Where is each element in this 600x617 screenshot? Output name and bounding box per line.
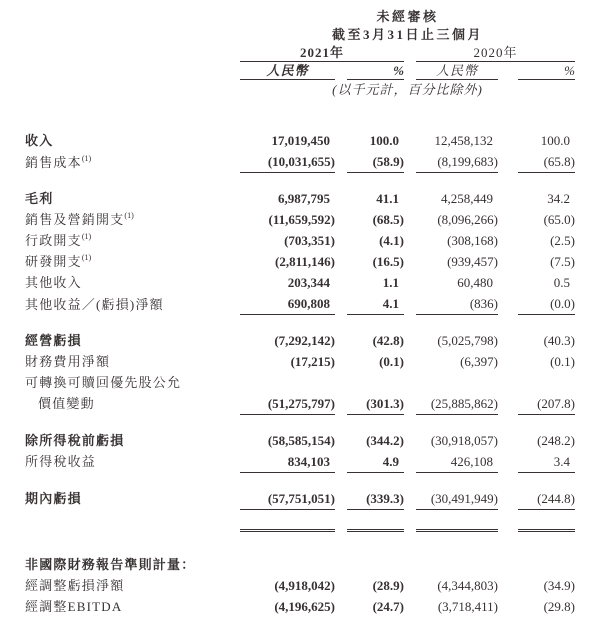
table-row: [25, 596, 575, 617]
gap-cell: [498, 230, 518, 251]
unit-note-row: [25, 80, 575, 101]
row-label: 可轉換可贖回優先股公允 價值變動: [25, 375, 182, 411]
footnote-ref: (1): [81, 253, 92, 262]
pct-2021-cell: (68.5): [372, 212, 404, 227]
row-label: 行政開支$^{(1)}$: [25, 232, 92, 248]
pct-2020-cell: 34.2: [547, 191, 570, 206]
gap-cell: [498, 488, 518, 510]
rmb-2021-cell: 17,019,450: [271, 133, 330, 148]
rmb-2021-cell: 834,103: [240, 451, 335, 473]
rmb-2020-cell: (4,344,803): [437, 577, 498, 593]
gap-cell: [498, 272, 518, 293]
pct-2021-cell: (339.3): [347, 488, 404, 510]
pct-2021-cell: (301.3): [347, 372, 404, 414]
gap-cell: [335, 351, 347, 372]
pct-2021-cell: 4.1: [347, 293, 404, 315]
gap-cell: [335, 188, 347, 209]
gap-cell: [404, 188, 416, 209]
rmb-2021-cell: (703,351): [284, 233, 335, 248]
table-row: [25, 209, 575, 230]
pct-2021-cell: (58.9): [347, 151, 404, 173]
row-label: 銷售成本$^{(1)}$: [25, 153, 92, 170]
rmb-2021-cell: (10,031,655): [240, 151, 335, 173]
rmb-2020-cell: (8,199,683): [416, 151, 498, 173]
rmb-2021-cell: (58,585,154): [267, 432, 335, 448]
pct-2021-cell: (24.7): [372, 598, 404, 614]
gap-cell: [335, 130, 347, 151]
rmb-2020-header: 人民幣: [416, 62, 498, 80]
gap-cell: [335, 293, 347, 315]
table-row: [25, 430, 575, 451]
pct-2021-cell: (28.9): [372, 577, 404, 593]
table-subtitle-row: [25, 26, 575, 44]
rmb-2020-cell: 60,480: [457, 275, 493, 290]
gap-cell: [498, 509, 518, 530]
rmb-2021-cell: 6,987,795: [278, 191, 330, 206]
pct-2020-cell: (29.8): [543, 598, 575, 614]
gap-cell: [498, 293, 518, 315]
row-label: 研發開支$^{(1)}$: [25, 253, 92, 269]
section-heading: 非國際財務報告準則計量：: [25, 556, 196, 572]
double-rule: [416, 509, 498, 530]
pct-2020-cell: (207.8): [518, 372, 575, 414]
table-row: [25, 372, 575, 414]
pct-2020-cell: (40.3): [543, 333, 575, 348]
rmb-2021-cell: 203,344: [287, 275, 330, 290]
section-heading-row: [25, 554, 575, 575]
row-label: 經調整EBITDA: [25, 598, 123, 614]
rmb-2020-cell: 12,458,132: [434, 133, 493, 148]
gap-cell: [335, 451, 347, 473]
rmb-2020-cell: (30,918,057): [430, 432, 498, 448]
spacer-cell: [25, 173, 575, 189]
row-label: 毛利: [25, 191, 54, 206]
gap-cell: [404, 130, 416, 151]
row-label: 所得稅收益: [25, 454, 97, 469]
pct-2021-cell: 4.9: [347, 451, 404, 473]
gap-cell: [404, 596, 416, 617]
rmb-2020-cell: 4,258,449: [441, 191, 493, 206]
gap-cell: [498, 351, 518, 372]
footnote-ref: (1): [81, 153, 92, 163]
spacer-row: [25, 472, 575, 488]
spacer-row: [25, 315, 575, 331]
gap-cell: [335, 596, 347, 617]
gap-cell: [335, 509, 347, 530]
row-label: 經營虧損: [25, 333, 82, 348]
rmb-2021-cell: 690,808: [240, 293, 335, 315]
rmb-2020-cell: (3,718,411): [437, 598, 498, 614]
double-rule: [240, 509, 335, 530]
rmb-2021-cell: (57,751,051): [240, 488, 335, 510]
pct-2020-cell: (65.0): [543, 212, 575, 227]
pct-2021-cell: (4.1): [379, 233, 404, 248]
gap-cell: [498, 596, 518, 617]
rmb-2021-cell: (2,811,146): [275, 254, 335, 269]
gap-cell: [404, 230, 416, 251]
gap-cell: [335, 272, 347, 293]
gap-cell: [404, 372, 416, 414]
row-label: 銷售及營銷開支$^{(1)}$: [25, 211, 134, 227]
gap-cell: [498, 151, 518, 173]
column-header-row: [25, 62, 575, 80]
rmb-2020-cell: (308,168): [447, 233, 498, 248]
spacer-row: [25, 414, 575, 430]
gap-cell: [498, 575, 518, 596]
table-row: [25, 330, 575, 351]
gap-cell: [404, 272, 416, 293]
spacer-row: [25, 530, 575, 554]
gap-cell: [404, 151, 416, 173]
gap-cell: [498, 130, 518, 151]
row-label: 其他收益／(虧損)淨額: [25, 296, 164, 312]
pct-2020-cell: (65.8): [518, 151, 575, 173]
gap-cell: [335, 372, 347, 414]
row-label: 其他收入: [25, 275, 82, 290]
pct-2020-cell: (2.5): [550, 233, 575, 248]
spacer-cell: [25, 530, 575, 554]
gap-cell: [25, 509, 240, 530]
rmb-2020-cell: (30,491,949): [416, 488, 498, 510]
income-statement-table: [25, 8, 575, 617]
gap-cell: [498, 372, 518, 414]
pct-2021-cell: 1.1: [382, 275, 399, 290]
pct-2020-cell: (248.2): [537, 432, 575, 448]
gap-cell: [335, 209, 347, 230]
rmb-2021-cell: (7,292,142): [274, 333, 335, 348]
row-label: 收入: [25, 133, 54, 148]
unaudited-title: 未經審核: [376, 9, 439, 24]
gap-cell: [498, 451, 518, 473]
table-body: [25, 130, 575, 617]
row-label: 期內虧損: [25, 491, 82, 506]
gap-cell: [404, 330, 416, 351]
pct-2020-cell: (7.5): [550, 254, 575, 269]
pct-2021-cell: 41.1: [376, 191, 399, 206]
gap-cell: [335, 430, 347, 451]
percent-2020-header: %: [518, 62, 575, 80]
double-rule: [518, 509, 575, 530]
table-row: [25, 151, 575, 173]
gap-cell: [335, 575, 347, 596]
rmb-2020-cell: (25,885,862): [416, 372, 498, 414]
rmb-2021-cell: (4,196,625): [274, 598, 335, 614]
table-row: [25, 130, 575, 151]
gap-cell: [404, 451, 416, 473]
spacer-cell: [25, 315, 575, 331]
rmb-2020-cell: (5,025,798): [437, 333, 498, 348]
year-2020-header: 2020年: [416, 44, 575, 62]
spacer-cell: [25, 414, 575, 430]
table-row: [25, 272, 575, 293]
pct-2020-cell: 100.0: [540, 133, 570, 148]
year-2021-header: 2021年: [240, 44, 404, 62]
percent-2021-header: %: [347, 62, 404, 80]
gap-cell: [335, 330, 347, 351]
pct-2020-cell: (34.9): [543, 577, 575, 593]
pct-2021-cell: (344.2): [366, 432, 404, 448]
rmb-2021-cell: (17,215): [290, 354, 335, 369]
gap-cell: [404, 293, 416, 315]
table-row: [25, 488, 575, 510]
pct-2020-cell: 0.5: [553, 275, 570, 290]
gap-cell: [498, 330, 518, 351]
gap-cell: [404, 509, 416, 530]
pct-2020-cell: (244.8): [518, 488, 575, 510]
pct-2021-cell: (42.8): [372, 333, 404, 348]
row-label: 財務費用淨額: [25, 354, 111, 369]
rmb-2021-cell: (4,918,042): [274, 577, 335, 593]
unit-note: (以千元計，百分比除外): [332, 82, 483, 97]
gap-cell: [404, 430, 416, 451]
period-subtitle: 截至3月31日止三個月: [331, 27, 483, 42]
table-row: [25, 230, 575, 251]
rmb-2021-header: 人民幣: [240, 62, 335, 80]
gap-cell: [404, 251, 416, 272]
pct-2020-cell: (0.1): [550, 354, 575, 369]
rmb-2020-cell: (8,096,266): [437, 212, 498, 227]
double-rule: [347, 509, 404, 530]
gap-cell: [498, 430, 518, 451]
table-row: [25, 575, 575, 596]
spacer-row: [25, 173, 575, 189]
table-row: [25, 251, 575, 272]
gap-cell: [404, 351, 416, 372]
gap-cell: [498, 209, 518, 230]
rmb-2021-cell: (11,659,592): [268, 212, 335, 227]
rmb-2020-cell: (6,397): [460, 354, 498, 369]
table-title-row: [25, 8, 575, 26]
row-label: 經調整虧損淨額: [25, 577, 125, 593]
rmb-2020-cell: (939,457): [447, 254, 498, 269]
gap-cell: [404, 575, 416, 596]
table-row: [25, 293, 575, 315]
gap-cell: [335, 251, 347, 272]
rmb-2020-cell: (836): [416, 293, 498, 315]
table-row: [25, 351, 575, 372]
footnote-ref: (1): [81, 232, 92, 241]
rmb-2020-cell: 426,108: [416, 451, 498, 473]
gap-cell: [335, 151, 347, 173]
pct-2020-cell: (0.0): [518, 293, 575, 315]
rmb-2021-cell: (51,275,797): [240, 372, 335, 414]
gap-cell: [335, 230, 347, 251]
pct-2020-cell: 3.4: [518, 451, 575, 473]
pct-2021-cell: (0.1): [379, 354, 404, 369]
gap-cell: [404, 488, 416, 510]
year-header-row: [25, 44, 575, 62]
pct-2021-cell: 100.0: [369, 133, 399, 148]
gap-cell: [498, 188, 518, 209]
table-row: [25, 188, 575, 209]
table-row: [25, 451, 575, 473]
double-rule-row: [25, 509, 575, 530]
spacer-cell: [25, 472, 575, 488]
gap-cell: [498, 251, 518, 272]
gap-cell: [404, 209, 416, 230]
footnote-ref: (1): [124, 211, 134, 220]
header-spacer-row: [25, 100, 575, 130]
row-label: 除所得稅前虧損: [25, 432, 125, 448]
gap-cell: [335, 488, 347, 510]
pct-2021-cell: (16.5): [372, 254, 404, 269]
